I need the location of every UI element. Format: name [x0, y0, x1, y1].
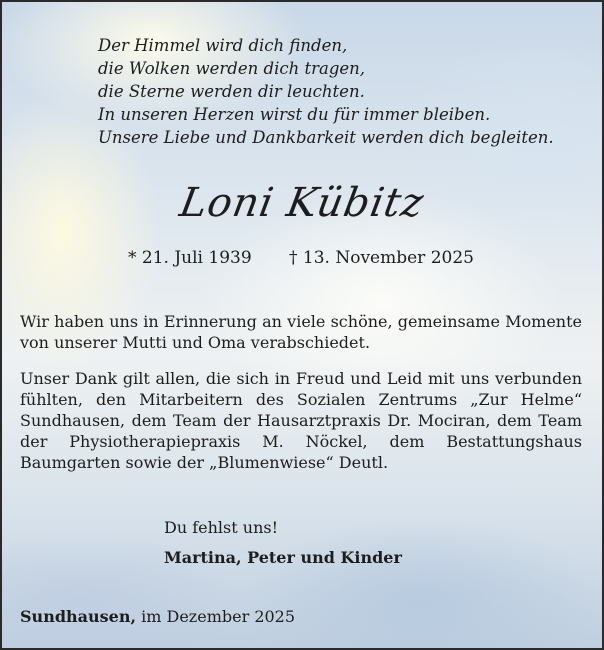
deceased-name: Loni Kübitz	[176, 180, 428, 226]
thanks-paragraph: Unser Dank gilt allen, die sich in Freud und Leid mit uns verbunden fühlten, den Mitarbeitern des Sozialen Zentrums „Zur Helme“ Sundhausen, dem Team der Hausarztpraxis Dr. Mociran, dem Team der Physiotherapiepraxis M. Nöckel, dem Bestattungshaus Baumgarten sowie der „Blumenwiese“ Deutl.	[20, 369, 582, 472]
verse-line: die Sterne werden dir leuchten.	[98, 82, 365, 101]
death-date: † 13. November 2025	[289, 248, 474, 268]
verse-line: Der Himmel wird dich finden,	[98, 36, 348, 55]
birth-date: * 21. Juli 1939	[128, 248, 252, 268]
place-town: Sundhausen,	[20, 607, 137, 626]
farewell-paragraph: Wir haben uns in Erinnerung an viele schöne, gemeinsame Momente von unserer Mutti und Oma verabschiedet.	[20, 312, 582, 352]
place-date: im Dezember 2025	[141, 607, 296, 626]
verse-line: Unsere Liebe und Dankbarkeit werden dich begleiten.	[98, 128, 554, 147]
memorial-verse	[98, 34, 554, 149]
closing-line: Du fehlst uns!	[164, 518, 279, 537]
signatories: Martina, Peter und Kinder	[164, 548, 402, 567]
verse-line: die Wolken werden dich tragen,	[98, 59, 366, 78]
verse-line: In unseren Herzen wirst du für immer bleiben.	[98, 105, 491, 124]
place-and-date	[20, 607, 295, 626]
